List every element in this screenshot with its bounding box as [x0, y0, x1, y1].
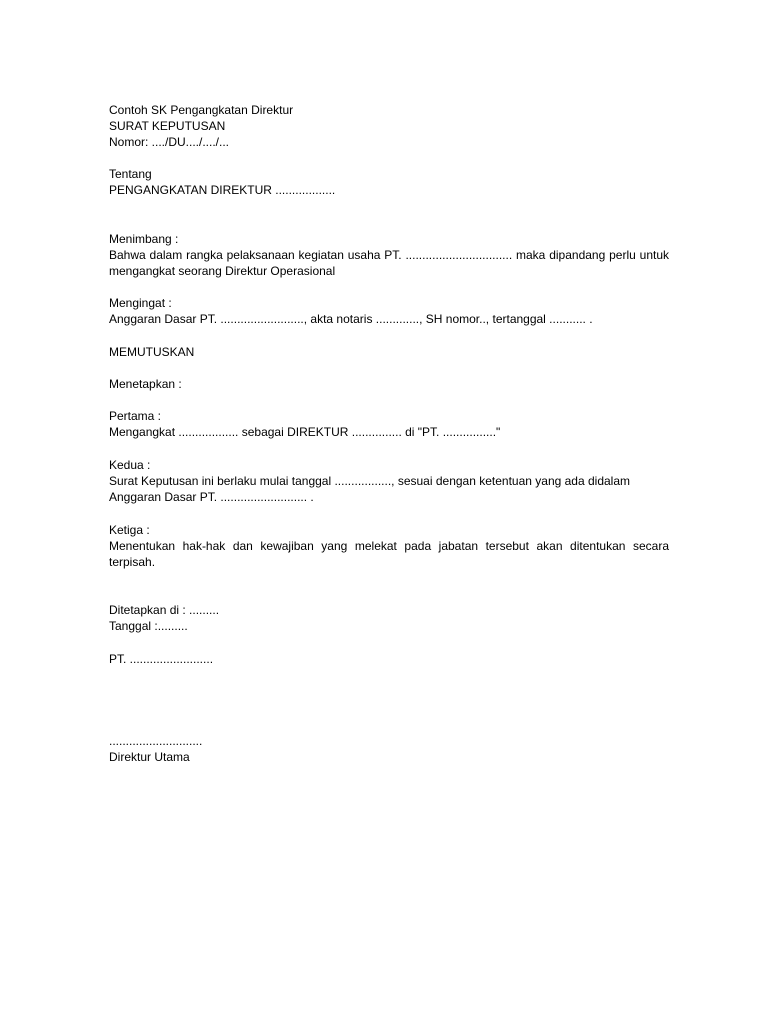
document-heading: Contoh SK Pengangkatan Direktur	[109, 103, 294, 117]
company-line: PT. .........................	[109, 652, 214, 666]
memutuskan-heading: MEMUTUSKAN	[109, 345, 195, 359]
mengingat-text: Anggaran Dasar PT. ........................., akta notaris ............., SH nomor.., tertanggal ........... .	[109, 312, 593, 326]
menetapkan-label: Menetapkan :	[109, 377, 182, 391]
kedua-text-line2: Anggaran Dasar PT. .......................... .	[109, 490, 314, 504]
ketiga-label: Ketiga :	[109, 523, 150, 537]
pertama-text: Mengangkat .................. sebagai DIREKTUR ............... di "PT. ................"	[109, 425, 501, 439]
ketiga-text: Menentukan hak-hak dan kewajiban yang melekat pada jabatan tersebut akan ditentukan secara terpisah.	[109, 539, 669, 569]
document-number: Nomor: ..../DU..../..../...	[109, 135, 230, 149]
subject-label: Tentang	[109, 167, 152, 181]
kedua-label: Kedua :	[109, 458, 151, 472]
menimbang-text: Bahwa dalam rangka pelaksanaan kegiatan usaha PT. ................................ maka dipandang perlu untuk mengangkat seorang Direktur Operasional	[109, 248, 669, 278]
subject-value: PENGANGKATAN DIREKTUR ..................	[109, 183, 336, 197]
menimbang-label: Menimbang :	[109, 232, 179, 246]
document-type: SURAT KEPUTUSAN	[109, 119, 226, 133]
tanggal-line: Tanggal :.........	[109, 619, 188, 633]
mengingat-label: Mengingat :	[109, 296, 172, 310]
pertama-label: Pertama :	[109, 409, 162, 423]
signer-title: Direktur Utama	[109, 750, 190, 764]
ditetapkan-line: Ditetapkan di : .........	[109, 603, 220, 617]
kedua-text-line1: Surat Keputusan ini berlaku mulai tanggal ................., sesuai dengan ketentuan yang ada didalam	[109, 474, 630, 488]
signature-line: ............................	[109, 734, 203, 748]
